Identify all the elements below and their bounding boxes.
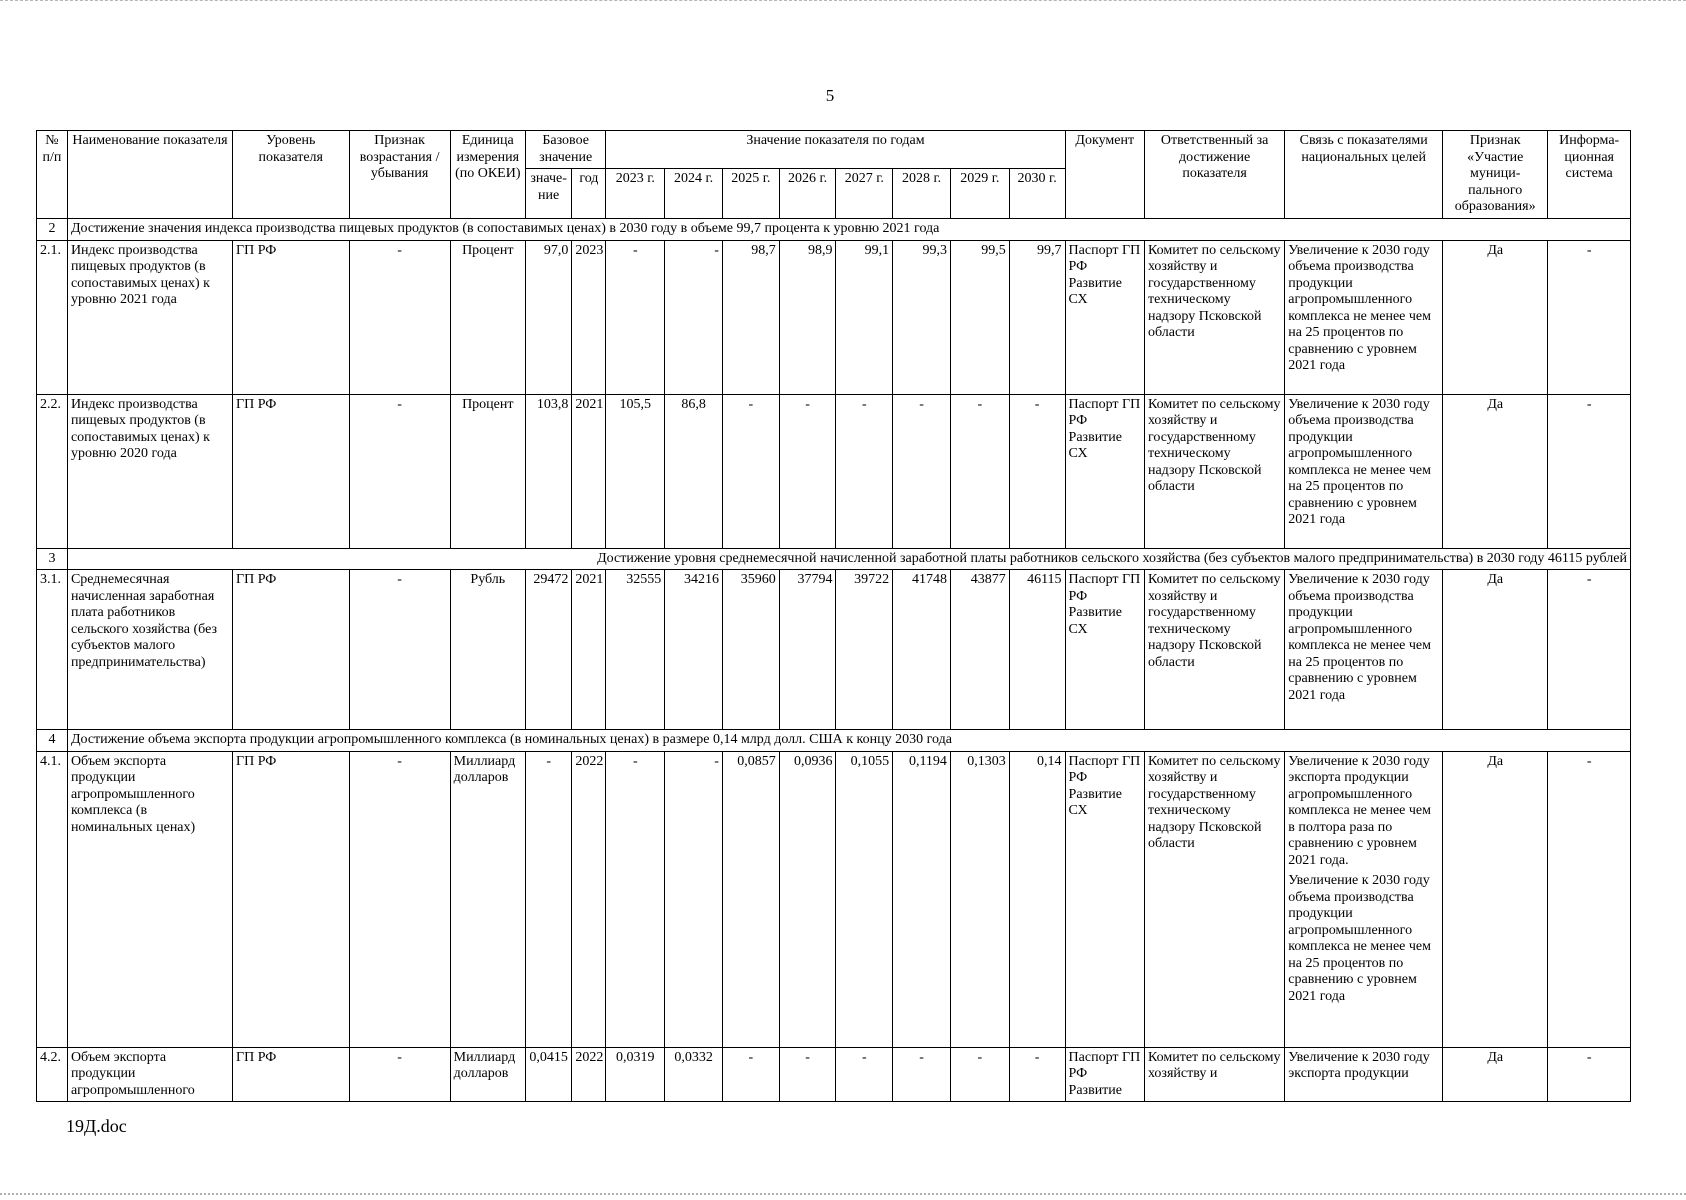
responsible: Комитет по сельскому хозяйству и государственному техническому надзору Псковской области	[1144, 240, 1284, 394]
indicator-sign: -	[349, 751, 450, 1047]
year-value: -	[836, 394, 893, 548]
section-num: 3	[37, 548, 68, 570]
base-value: 103,8	[525, 394, 571, 548]
indicators-table	[36, 130, 1631, 1102]
municipal-participation: Да	[1443, 394, 1548, 548]
scan-bottom-edge	[0, 1193, 1686, 1197]
section-row	[37, 219, 1631, 241]
base-value: 0,0415	[525, 1047, 571, 1102]
year-value: 0,14	[1009, 751, 1065, 1047]
header-year: 2024 г.	[665, 169, 723, 219]
year-value: 41748	[893, 570, 951, 730]
year-value: -	[950, 394, 1009, 548]
year-value: -	[893, 394, 951, 548]
base-year: 2023	[572, 240, 606, 394]
national-goal-link: Увеличение к 2030 году экспорта продукции	[1285, 1047, 1443, 1102]
row-num: 3.1.	[37, 570, 68, 730]
national-goal-link	[1285, 751, 1443, 1047]
base-year: 2022	[572, 751, 606, 1047]
municipal-participation: Да	[1443, 570, 1548, 730]
header-unit: Единица измерения (по ОКЕИ)	[450, 131, 525, 219]
year-value: -	[779, 394, 836, 548]
info-system: -	[1548, 240, 1631, 394]
indicator-sign: -	[349, 394, 450, 548]
table-row	[37, 1047, 1631, 1102]
year-value: 46115	[1009, 570, 1065, 730]
header-year: 2029 г.	[950, 169, 1009, 219]
base-year: 2021	[572, 394, 606, 548]
header-values-by-year: Значение показателя по годам	[606, 131, 1065, 169]
year-value: 99,3	[893, 240, 951, 394]
header-name: Наименование показателя	[67, 131, 232, 219]
header-link: Связь с показателями национальных целей	[1285, 131, 1443, 219]
year-value: 39722	[836, 570, 893, 730]
year-value: -	[1009, 1047, 1065, 1102]
year-value: 0,0936	[779, 751, 836, 1047]
header-level: Уровень показателя	[232, 131, 349, 219]
header-info-system: Информа-ционная система	[1548, 131, 1631, 219]
table-row	[37, 394, 1631, 548]
header-sign: Признак возрастания / убывания	[349, 131, 450, 219]
indicator-level: ГП РФ	[232, 1047, 349, 1102]
document: Паспорт ГП РФ Развитие СХ	[1065, 394, 1144, 548]
year-value: 0,1303	[950, 751, 1009, 1047]
responsible: Комитет по сельскому хозяйству и государственному техническому надзору Псковской области	[1144, 751, 1284, 1047]
base-year: 2022	[572, 1047, 606, 1102]
footer-filename: 19Д.doc	[66, 1116, 127, 1136]
header-year: 2025 г.	[722, 169, 779, 219]
national-goal-link-text: Увеличение к 2030 году экспорта продукции агропромышленного комплекса не менее чем в полтора раза по сравнению с уровнем 2021 года.	[1288, 753, 1432, 868]
indicator-name: Объем экспорта продукции агропромышленного	[67, 1047, 232, 1102]
info-system: -	[1548, 751, 1631, 1047]
indicator-level: ГП РФ	[232, 751, 349, 1047]
section-num: 2	[37, 219, 68, 241]
national-goal-link: Увеличение к 2030 году объема производства продукции агропромышленного комплекса не менее чем на 25 процентов по сравнению с уровнем 2021 года	[1285, 570, 1443, 730]
year-value: 105,5	[606, 394, 665, 548]
year-value: 0,0857	[722, 751, 779, 1047]
table-row	[37, 570, 1631, 730]
base-value: 29472	[525, 570, 571, 730]
year-value: -	[606, 751, 665, 1047]
year-value: -	[665, 751, 723, 1047]
year-value: -	[722, 394, 779, 548]
year-value: 37794	[779, 570, 836, 730]
section-row	[37, 548, 1631, 570]
section-title: Достижение значения индекса производства пищевых продуктов (в сопоставимых ценах) в 2030 году в объеме 99,7 процента к уровню 2021 года	[67, 219, 1630, 241]
header-num: № п/п	[37, 131, 68, 219]
header-year: 2023 г.	[606, 169, 665, 219]
section-title: Достижение уровня среднемесячной начисленной заработной платы работников сельского хозяйства (без субъектов малого предпринимательства) в 2030 году 46115 рублей	[67, 548, 1630, 570]
indicator-unit: Процент	[450, 394, 525, 548]
header-municipal: Признак «Участие муници-пального образования»	[1443, 131, 1548, 219]
year-value: 0,1055	[836, 751, 893, 1047]
year-value: 0,1194	[893, 751, 951, 1047]
section-num: 4	[37, 730, 68, 752]
indicator-name: Индекс производства пищевых продуктов (в сопоставимых ценах) к уровню 2020 года	[67, 394, 232, 548]
year-value: 98,9	[779, 240, 836, 394]
header-base-value: значе-ние	[525, 169, 571, 219]
table-row	[37, 751, 1631, 1047]
year-value: -	[950, 1047, 1009, 1102]
row-num: 2.2.	[37, 394, 68, 548]
base-value: -	[525, 751, 571, 1047]
national-goal-link-text: Увеличение к 2030 году объема производства продукции агропромышленного комплекса не менее чем на 25 процентов по сравнению с уровнем 2021 года	[1288, 873, 1432, 1004]
responsible: Комитет по сельскому хозяйству и	[1144, 1047, 1284, 1102]
year-value: -	[1009, 394, 1065, 548]
year-value: -	[836, 1047, 893, 1102]
section-title: Достижение объема экспорта продукции агропромышленного комплекса (в номинальных ценах) в размере 0,14 млрд долл. США к концу 2030 года	[67, 730, 1630, 752]
year-value: 32555	[606, 570, 665, 730]
indicator-name: Объем экспорта продукции агропромышленного комплекса (в номинальных ценах)	[67, 751, 232, 1047]
document: Паспорт ГП РФ Развитие СХ	[1065, 751, 1144, 1047]
national-goal-link: Увеличение к 2030 году объема производства продукции агропромышленного комплекса не менее чем на 25 процентов по сравнению с уровнем 2021 года	[1285, 240, 1443, 394]
indicator-level: ГП РФ	[232, 394, 349, 548]
year-value: -	[722, 1047, 779, 1102]
base-year: 2021	[572, 570, 606, 730]
indicator-sign: -	[349, 1047, 450, 1102]
municipal-participation: Да	[1443, 751, 1548, 1047]
header-year: 2030 г.	[1009, 169, 1065, 219]
info-system: -	[1548, 394, 1631, 548]
header-base: Базовое значение	[525, 131, 605, 169]
indicator-sign: -	[349, 240, 450, 394]
info-system: -	[1548, 570, 1631, 730]
document: Паспорт ГП РФ Развитие СХ	[1065, 570, 1144, 730]
responsible: Комитет по сельскому хозяйству и государственному техническому надзору Псковской области	[1144, 570, 1284, 730]
indicator-name: Среднемесячная начисленная заработная плата работников сельского хозяйства (без субъектов малого предпринимательства)	[67, 570, 232, 730]
indicator-sign: -	[349, 570, 450, 730]
year-value: 99,5	[950, 240, 1009, 394]
page-number: 5	[825, 86, 835, 105]
national-goal-link: Увеличение к 2030 году объема производства продукции агропромышленного комплекса не менее чем на 25 процентов по сравнению с уровнем 2021 года	[1285, 394, 1443, 548]
municipal-participation: Да	[1443, 1047, 1548, 1102]
year-value: -	[779, 1047, 836, 1102]
info-system: -	[1548, 1047, 1631, 1102]
year-value: 99,7	[1009, 240, 1065, 394]
year-value: 99,1	[836, 240, 893, 394]
scan-top-edge	[0, 0, 1686, 6]
row-num: 4.1.	[37, 751, 68, 1047]
year-value: 43877	[950, 570, 1009, 730]
header-year: 2028 г.	[893, 169, 951, 219]
header-year: 2027 г.	[836, 169, 893, 219]
indicator-name: Индекс производства пищевых продуктов (в сопоставимых ценах) к уровню 2021 года	[67, 240, 232, 394]
indicator-unit: Миллиард долларов	[450, 751, 525, 1047]
header-responsible: Ответственный за достижение показателя	[1144, 131, 1284, 219]
year-value: -	[606, 240, 665, 394]
year-value: 98,7	[722, 240, 779, 394]
row-num: 2.1.	[37, 240, 68, 394]
year-value: -	[665, 240, 723, 394]
responsible: Комитет по сельскому хозяйству и государственному техническому надзору Псковской области	[1144, 394, 1284, 548]
year-value: 35960	[722, 570, 779, 730]
header-base-year: год	[572, 169, 606, 219]
year-value: 34216	[665, 570, 723, 730]
indicator-unit: Миллиард долларов	[450, 1047, 525, 1102]
row-num: 4.2.	[37, 1047, 68, 1102]
indicator-unit: Процент	[450, 240, 525, 394]
year-value: 0,0332	[665, 1047, 723, 1102]
base-value: 97,0	[525, 240, 571, 394]
section-row	[37, 730, 1631, 752]
indicator-level: ГП РФ	[232, 570, 349, 730]
document: Паспорт ГП РФ Развитие	[1065, 1047, 1144, 1102]
municipal-participation: Да	[1443, 240, 1548, 394]
header-year: 2026 г.	[779, 169, 836, 219]
indicator-level: ГП РФ	[232, 240, 349, 394]
table-row	[37, 240, 1631, 394]
header-document: Документ	[1065, 131, 1144, 219]
year-value: 0,0319	[606, 1047, 665, 1102]
indicator-unit: Рубль	[450, 570, 525, 730]
document: Паспорт ГП РФ Развитие СХ	[1065, 240, 1144, 394]
year-value: -	[893, 1047, 951, 1102]
year-value: 86,8	[665, 394, 723, 548]
